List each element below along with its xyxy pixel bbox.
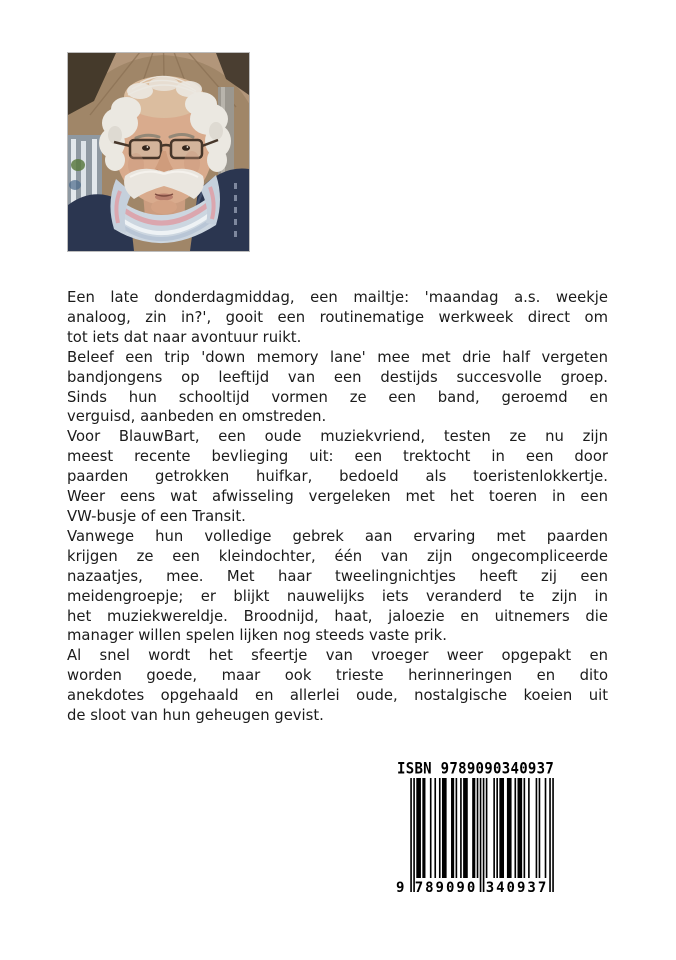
blurb-line: nazaatjes, mee. Met haar tweelingnichtjes heeft zij een bbox=[67, 567, 608, 585]
blurb-line: tot iets dat naar avontuur ruikt. bbox=[67, 328, 302, 346]
blurb-line: Sinds hun schooltijd vormen ze een band, geroemd en bbox=[67, 388, 608, 406]
isbn-number-label: ISBN 9789090340937 bbox=[397, 760, 555, 778]
blurb-line: anekdotes opgehaald en allerlei oude, nostalgische koeien uit bbox=[67, 687, 608, 705]
blurb-line: Weer eens wat afwisseling vergeleken met het toeren in een bbox=[67, 488, 608, 506]
blurb-line: het muziekwereldje. Broodnijd, haat, jaloezie en uitnemers die bbox=[67, 607, 608, 625]
blurb-line: meidengroepje; er blijkt nauwelijks iets veranderd te zijn in bbox=[67, 587, 608, 605]
blurb-line: bandjongens op leeftijd van een destijds succesvolle groep. bbox=[67, 368, 608, 386]
blurb-line: verguisd, aanbeden en omstreden. bbox=[67, 408, 327, 426]
barcode-bars bbox=[410, 778, 554, 892]
blurb-line: manager willen spelen lijken nog steeds vaste prik. bbox=[67, 627, 447, 645]
barcode-digits-right: 340937 bbox=[485, 880, 549, 896]
blurb-line: VW-busje of een Transit. bbox=[67, 507, 246, 525]
barcode-digits-left: 789090 bbox=[414, 880, 478, 896]
blurb-line: Beleef een trip 'down memory lane' mee met drie half vergeten bbox=[67, 348, 608, 366]
blurb-line: de sloot van hun geheugen gevist. bbox=[67, 707, 324, 725]
blurb-line: worden goede, maar ook trieste herinneringen en dito bbox=[67, 667, 608, 685]
author-portrait-photo bbox=[68, 53, 249, 251]
author-photo-frame bbox=[67, 52, 250, 252]
blurb-line: paarden getrokken huifkar, bedoeld als toeristenlokkertje. bbox=[67, 468, 608, 486]
blurb-line: Een late donderdagmiddag, een mailtje: 'maandag a.s. weekje bbox=[67, 289, 608, 306]
barcode-digit-left: 9 bbox=[396, 880, 405, 896]
blurb-line: Vanwege hun volledige gebrek aan ervaring met paarden bbox=[67, 527, 608, 545]
isbn-barcode bbox=[396, 760, 564, 902]
blurb-line: krijgen ze een kleindochter, één van zijn ongecompliceerde bbox=[67, 547, 608, 565]
blurb-line: meest recente bevlieging uit: een trektocht in een door bbox=[67, 448, 608, 466]
blurb-line: Voor BlauwBart, een oude muziekvriend, testen ze nu zijn bbox=[67, 428, 608, 446]
blurb-text bbox=[67, 288, 608, 726]
blurb-line: analoog, zin in?', gooit een routinematige werkweek direct om bbox=[67, 308, 608, 326]
blurb-line: Al snel wordt het sfeertje van vroeger weer opgepakt en bbox=[67, 647, 608, 665]
